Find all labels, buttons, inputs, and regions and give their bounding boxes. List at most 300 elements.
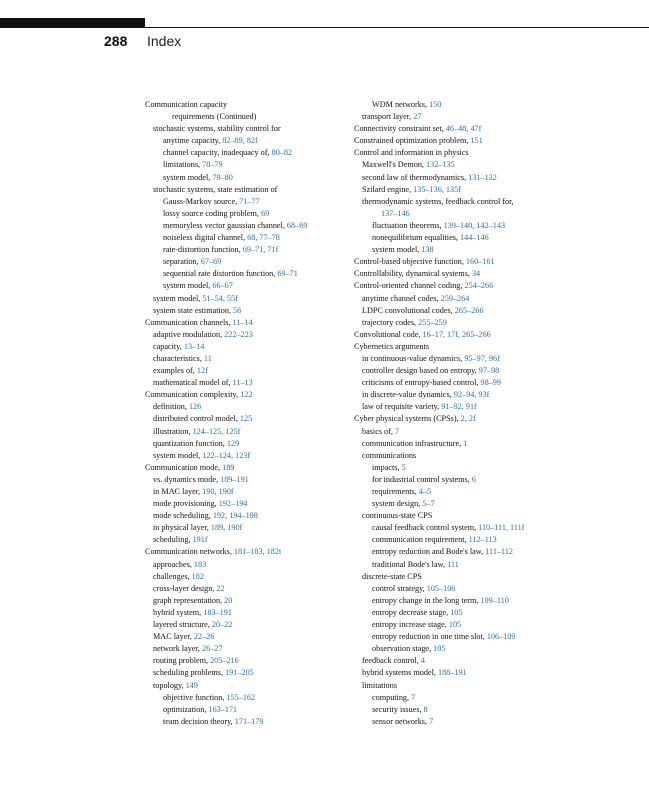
index-term: Control-based objective function, bbox=[354, 257, 466, 267]
page-reference-link[interactable]: 12f bbox=[196, 366, 208, 376]
index-entry bbox=[354, 474, 584, 486]
index-term: system model, bbox=[153, 450, 203, 460]
index-entry bbox=[354, 280, 584, 292]
index-entry bbox=[354, 111, 584, 123]
page-reference-link[interactable]: 97–98 bbox=[478, 366, 500, 376]
index-term: Control-oriented channel coding, bbox=[354, 281, 465, 291]
index-term: scheduling problems, bbox=[153, 668, 226, 678]
index-term: quantization function, bbox=[153, 438, 227, 448]
page-reference-link[interactable]: 7 bbox=[411, 692, 416, 702]
index-entry bbox=[354, 583, 584, 595]
page-reference-link[interactable]: 112–113 bbox=[468, 535, 497, 545]
index-term: trajectory codes, bbox=[362, 317, 419, 327]
index-term: hybrid systems model, bbox=[362, 668, 438, 678]
index-term: observation stage, bbox=[372, 644, 434, 654]
index-entry bbox=[145, 680, 355, 692]
index-entry bbox=[145, 486, 355, 498]
index-term: feedback control, bbox=[362, 656, 421, 666]
page-reference-link[interactable]: 155–162 bbox=[226, 692, 256, 702]
index-entry bbox=[354, 172, 584, 184]
index-entry bbox=[354, 534, 584, 546]
index-term: Connectivity constraint set, bbox=[354, 124, 446, 134]
index-entry bbox=[145, 559, 355, 571]
page-reference-link[interactable]: 71–77 bbox=[239, 196, 260, 206]
index-entry bbox=[145, 99, 355, 111]
index-term: entropy decrease stage, bbox=[372, 607, 451, 617]
index-term: objective function, bbox=[163, 692, 227, 702]
index-column-right bbox=[354, 99, 584, 728]
page-reference-link[interactable]: 5–7 bbox=[422, 499, 435, 509]
index-term: Communication networks, bbox=[145, 547, 234, 557]
page-reference-link[interactable]: 27 bbox=[413, 112, 422, 122]
index-entry bbox=[354, 426, 584, 438]
index-term: law of requisite variety, bbox=[362, 402, 442, 412]
index-term: capacity, bbox=[153, 341, 184, 351]
index-term: Communication capacity bbox=[145, 100, 228, 109]
page-reference-link[interactable]: 68–69 bbox=[286, 220, 308, 230]
running-head: Index bbox=[147, 33, 182, 49]
page-reference-link[interactable]: 6 bbox=[471, 474, 476, 484]
index-entry bbox=[354, 486, 584, 498]
index-entry bbox=[145, 474, 355, 486]
page-reference-link[interactable]: 131–132 bbox=[468, 172, 497, 182]
page-reference-link[interactable]: 105 bbox=[433, 644, 446, 654]
index-entry bbox=[354, 510, 584, 522]
index-entry bbox=[145, 147, 355, 159]
page-reference-link[interactable]: 171–179 bbox=[234, 716, 264, 726]
index-entry bbox=[354, 341, 584, 353]
page-reference-link[interactable]: 259–264 bbox=[440, 293, 470, 303]
index-term: adaptive modulation, bbox=[153, 329, 225, 339]
page-reference-link[interactable]: 182 bbox=[191, 571, 204, 581]
index-entry bbox=[354, 365, 584, 377]
index-entry bbox=[354, 571, 584, 583]
index-entry bbox=[145, 607, 355, 619]
index-entry bbox=[354, 462, 584, 474]
page-reference-link[interactable]: 2, 2f bbox=[460, 414, 476, 424]
index-term: communication requirement, bbox=[372, 535, 469, 545]
page-reference-link[interactable]: 69–71 bbox=[277, 269, 298, 279]
index-entry bbox=[145, 111, 355, 123]
index-entry bbox=[145, 619, 355, 631]
index-term: stochastic systems, state estimation of bbox=[153, 184, 278, 194]
index-entry bbox=[354, 450, 584, 462]
index-term: Cybernetics arguments bbox=[354, 341, 430, 351]
index-term: impacts, bbox=[372, 462, 402, 472]
index-term: MAC layer, bbox=[153, 632, 194, 642]
page-number: 288 bbox=[104, 33, 128, 49]
index-term: Convolutional code, bbox=[354, 329, 423, 339]
index-term: challenges, bbox=[153, 571, 192, 581]
index-entry bbox=[354, 353, 584, 365]
index-term: entropy increase stage, bbox=[372, 620, 449, 630]
index-entry bbox=[354, 522, 584, 534]
page-reference-link[interactable]: 190, 190f bbox=[202, 487, 234, 496]
index-entry bbox=[354, 377, 584, 389]
header-bar bbox=[0, 18, 145, 28]
index-term: Communication channels, bbox=[145, 317, 233, 327]
index-entry bbox=[145, 341, 355, 353]
index-entry bbox=[354, 232, 584, 244]
index-term: for industrial control systems, bbox=[372, 474, 472, 484]
page-reference-link[interactable]: 106–109 bbox=[486, 632, 516, 642]
index-entry bbox=[145, 534, 355, 546]
index-column-left bbox=[145, 99, 355, 728]
page-reference-link[interactable]: 265–266 bbox=[454, 305, 484, 315]
page-reference-link[interactable]: 125 bbox=[239, 414, 253, 424]
index-term: security issues, bbox=[372, 704, 424, 714]
index-entry bbox=[354, 438, 584, 450]
index-entry bbox=[145, 655, 355, 667]
index-term: illustration, bbox=[153, 426, 193, 436]
index-term: sequential rate distortion function, bbox=[163, 269, 278, 279]
index-entry bbox=[145, 377, 355, 389]
page-reference-link[interactable]: 68, 77–78 bbox=[247, 233, 280, 243]
index-term: requirements (Continued) bbox=[172, 112, 257, 122]
page-reference-link[interactable]: 8 bbox=[423, 704, 428, 714]
page-reference-link[interactable]: 189, 190f bbox=[210, 523, 243, 533]
index-term: in continuous-value dynamics, bbox=[362, 353, 465, 363]
index-term: traditional Bode's law, bbox=[372, 559, 448, 569]
index-term: limitations, bbox=[163, 160, 203, 170]
page-reference-link[interactable]: 69 bbox=[261, 208, 270, 218]
index-term: causal feedback control system, bbox=[372, 523, 479, 533]
index-term: graph representation, bbox=[153, 595, 225, 605]
index-entry bbox=[145, 716, 355, 728]
index-term: characteristics, bbox=[153, 353, 204, 363]
index-entry bbox=[354, 595, 584, 607]
index-entry bbox=[354, 643, 584, 655]
index-term: network layer, bbox=[153, 644, 203, 654]
page-reference-link[interactable]: 163–171 bbox=[208, 704, 238, 714]
index-term: WDM networks, bbox=[372, 100, 430, 109]
index-term: team decision theory, bbox=[163, 716, 235, 726]
page-reference-link[interactable]: 16–17, 17f, 265–266 bbox=[422, 329, 491, 339]
index-term: discrete-state CPS bbox=[362, 571, 422, 581]
index-term: Control and information in physics bbox=[354, 148, 469, 158]
index-term: mode provisioning, bbox=[153, 499, 219, 509]
page-reference-link[interactable]: 82–89, 82f bbox=[222, 136, 258, 146]
index-term: Communication mode, bbox=[145, 462, 223, 472]
index-entry bbox=[354, 716, 584, 728]
index-term: memoryless vector gaussian channel, bbox=[163, 220, 287, 230]
index-term: mode scheduling, bbox=[153, 511, 213, 521]
page-reference-link[interactable]: 160–161 bbox=[465, 257, 495, 267]
index-term: computing, bbox=[372, 692, 412, 702]
index-term: topology, bbox=[153, 680, 186, 690]
page-reference-link[interactable]: 132–135 bbox=[426, 160, 455, 170]
index-entry bbox=[145, 135, 355, 147]
index-entry bbox=[145, 692, 355, 704]
index-entry bbox=[145, 583, 355, 595]
index-entry bbox=[145, 643, 355, 655]
index-entry bbox=[354, 329, 584, 341]
index-term: Szilard engine, bbox=[362, 184, 414, 194]
page-reference-link[interactable]: 1 bbox=[463, 438, 468, 448]
index-term: fluctuation theorems, bbox=[372, 220, 444, 230]
page-reference-link[interactable]: 91–92, 91f bbox=[441, 402, 477, 412]
index-term: hybrid system, bbox=[153, 607, 204, 617]
index-entry bbox=[145, 184, 355, 196]
index-entry bbox=[145, 438, 355, 450]
page-reference-link[interactable]: 150 bbox=[429, 100, 442, 109]
index-entry bbox=[354, 123, 584, 135]
page-reference-link[interactable]: 13–14 bbox=[183, 341, 205, 351]
page-reference-link[interactable]: 26–27 bbox=[202, 644, 223, 654]
page-reference-link[interactable]: 189–191 bbox=[220, 474, 249, 484]
page-reference-link[interactable]: 144–146 bbox=[460, 233, 489, 243]
page-reference-link[interactable]: 80–82 bbox=[271, 148, 293, 158]
page-reference-link[interactable]: 105 bbox=[450, 607, 463, 617]
index-term: anytime channel codes, bbox=[362, 293, 441, 303]
index-term: vs. dynamics mode, bbox=[153, 474, 221, 484]
page-reference-link[interactable]: 11 bbox=[203, 353, 212, 363]
index-term: cross-layer design, bbox=[153, 583, 217, 593]
index-entry bbox=[354, 667, 584, 679]
index-term: definition, bbox=[153, 402, 189, 412]
index-term: in discrete-value dynamics, bbox=[362, 390, 454, 400]
page-reference-link[interactable]: 126 bbox=[188, 402, 202, 412]
index-entry bbox=[354, 401, 584, 413]
index-entry bbox=[145, 667, 355, 679]
index-entry bbox=[354, 268, 584, 280]
index-term: Constrained optimization problem, bbox=[354, 136, 471, 146]
index-term: controller design based on entropy, bbox=[362, 366, 479, 376]
page-reference-link[interactable]: 191f bbox=[192, 535, 208, 545]
index-term: system model, bbox=[163, 281, 213, 291]
index-term: layered structure, bbox=[153, 620, 212, 630]
page-reference-link[interactable]: 192–194 bbox=[218, 499, 248, 509]
index-term: LDPC convolutional codes, bbox=[362, 305, 455, 315]
index-entry bbox=[354, 631, 584, 643]
page-reference-link[interactable]: 109–110 bbox=[480, 595, 509, 605]
page-reference-link[interactable]: 4 bbox=[420, 656, 425, 666]
page-reference-link[interactable]: 138 bbox=[421, 245, 434, 255]
index-term: system model, bbox=[163, 172, 213, 182]
index-entry bbox=[145, 365, 355, 377]
page-reference-link[interactable]: 34 bbox=[471, 269, 481, 279]
page-reference-link[interactable]: 20 bbox=[224, 595, 233, 605]
page-reference-link[interactable]: 51–54, 55f bbox=[202, 293, 238, 303]
page-reference-link[interactable]: 124–125, 125f bbox=[192, 426, 241, 436]
page-reference-link[interactable]: 181–183, 182t bbox=[233, 547, 282, 557]
index-entry bbox=[145, 522, 355, 534]
page-reference-link[interactable]: 137–146 bbox=[381, 208, 410, 218]
index-entry bbox=[145, 280, 355, 292]
page-reference-link[interactable]: 111 bbox=[447, 559, 459, 569]
index-term: stochastic systems, stability control for bbox=[153, 124, 281, 134]
page-reference-link[interactable]: 105–106 bbox=[426, 583, 456, 593]
page-reference-link[interactable]: 110–111, 111f bbox=[478, 523, 525, 533]
page-reference-link[interactable]: 22–26 bbox=[193, 632, 215, 642]
page-reference-link[interactable]: 69–71, 71f bbox=[242, 245, 279, 255]
index-entry bbox=[354, 655, 584, 667]
page-reference-link[interactable]: 98–99 bbox=[480, 378, 501, 388]
page-reference-link[interactable]: 205–216 bbox=[210, 656, 239, 666]
page-reference-link[interactable]: 22 bbox=[216, 583, 225, 593]
page-reference-link[interactable]: 189 bbox=[222, 462, 235, 472]
index-entry bbox=[145, 256, 355, 268]
index-entry bbox=[145, 450, 355, 462]
page-reference-link[interactable]: 7 bbox=[394, 426, 400, 436]
page-reference-link[interactable]: 111–112 bbox=[485, 547, 514, 557]
index-term: scheduling, bbox=[153, 535, 193, 545]
index-entry bbox=[145, 305, 355, 317]
index-term: approaches, bbox=[153, 559, 194, 569]
index-term: anytime capacity, bbox=[163, 136, 223, 146]
index-entry bbox=[145, 293, 355, 305]
index-entry bbox=[145, 232, 355, 244]
index-entry bbox=[354, 413, 584, 425]
index-entry bbox=[145, 462, 355, 474]
index-term: optimization, bbox=[163, 704, 209, 714]
page-reference-link[interactable]: 129 bbox=[226, 438, 240, 448]
index-term: mathematical model of, bbox=[153, 378, 233, 388]
index-entry bbox=[145, 631, 355, 643]
index-entry bbox=[145, 208, 355, 220]
index-term: system model, bbox=[153, 293, 203, 303]
index-entry bbox=[145, 317, 355, 329]
index-term: nonequilibrium equalities, bbox=[372, 233, 460, 243]
index-entry bbox=[145, 510, 355, 522]
page-reference-link[interactable]: 188–191 bbox=[437, 668, 467, 678]
index-term: requirements, bbox=[372, 487, 419, 496]
page-reference-link[interactable]: 105 bbox=[448, 620, 462, 630]
index-entry bbox=[354, 147, 584, 159]
index-entry bbox=[145, 426, 355, 438]
index-term: routing problem, bbox=[153, 656, 211, 666]
page-reference-link[interactable]: 11–14 bbox=[232, 317, 253, 327]
index-entry bbox=[354, 559, 584, 571]
index-term: system state estimation, bbox=[153, 305, 234, 315]
index-term: basics of, bbox=[362, 426, 395, 436]
index-entry bbox=[145, 268, 355, 280]
page-reference-link[interactable]: 95–97, 96f bbox=[464, 353, 500, 363]
index-entry bbox=[354, 293, 584, 305]
page-reference-link[interactable]: 5 bbox=[401, 462, 406, 472]
page-reference-link[interactable]: 222–223 bbox=[224, 329, 253, 339]
page-reference-link[interactable]: 4–5 bbox=[418, 487, 432, 496]
index-term: channel capacity, inadequacy of, bbox=[163, 148, 272, 158]
index-term: criticisms of entropy-based control, bbox=[362, 378, 481, 388]
index-term: thermodynamic systems, feedback control for, bbox=[362, 196, 514, 206]
index-entry bbox=[354, 692, 584, 704]
index-term: Cyber physical systems (CPSs), bbox=[354, 414, 461, 424]
index-entry bbox=[354, 546, 584, 558]
index-term: control strategy, bbox=[372, 583, 427, 593]
index-term: Gauss-Markov source, bbox=[163, 196, 240, 206]
index-entry bbox=[145, 704, 355, 716]
header-rule bbox=[145, 27, 649, 28]
index-term: sensor networks, bbox=[372, 716, 430, 726]
page-reference-link[interactable]: 7 bbox=[429, 716, 434, 726]
page-reference-link[interactable]: 191–205 bbox=[225, 668, 254, 678]
page-reference-link[interactable]: 183 bbox=[193, 559, 207, 569]
index-term: in MAC layer, bbox=[153, 487, 203, 496]
page-reference-link[interactable]: 78–79 bbox=[202, 160, 223, 170]
page-reference-link[interactable]: 79–80 bbox=[212, 172, 233, 182]
page-reference-link[interactable]: 67–69 bbox=[200, 257, 222, 267]
index-entry bbox=[354, 389, 584, 401]
index-term: separation, bbox=[163, 257, 201, 267]
index-term: in physical layer, bbox=[153, 523, 211, 533]
index-entry bbox=[145, 546, 355, 558]
page-reference-link[interactable]: 254–266 bbox=[464, 281, 494, 291]
index-entry bbox=[354, 680, 584, 692]
page-reference-link[interactable]: 255–259 bbox=[418, 317, 447, 327]
page-reference-link[interactable]: 20–22 bbox=[211, 620, 233, 630]
index-term: Communication complexity, bbox=[145, 390, 241, 400]
index-term: distributed control model, bbox=[153, 414, 240, 424]
page-reference-link[interactable]: 46–48, 47f bbox=[445, 124, 482, 134]
index-term: Maxwell's Demon, bbox=[362, 160, 427, 170]
index-entry bbox=[145, 595, 355, 607]
index-term: entropy reduction and Bode's law, bbox=[372, 547, 486, 557]
index-term: continuous-state CPS bbox=[362, 511, 433, 521]
index-term: system design, bbox=[372, 499, 423, 509]
index-entry bbox=[145, 196, 355, 208]
page-reference-link[interactable]: 92–94, 93f bbox=[453, 390, 490, 400]
index-entry bbox=[354, 305, 584, 317]
index-entry bbox=[145, 159, 355, 171]
index-entry bbox=[145, 401, 355, 413]
index-entry bbox=[354, 317, 584, 329]
index-entry bbox=[354, 619, 584, 631]
index-entry bbox=[145, 123, 355, 135]
page-reference-link[interactable]: 122–124, 123f bbox=[202, 450, 251, 460]
page-reference-link[interactable]: 192, 194–198 bbox=[212, 511, 258, 521]
index-entry bbox=[145, 329, 355, 341]
index-entry bbox=[354, 159, 584, 171]
index-term: entropy reduction in one time slot, bbox=[372, 632, 487, 642]
index-term: communications bbox=[362, 450, 417, 460]
page-reference-link[interactable]: 122 bbox=[240, 390, 253, 400]
page-reference-link[interactable]: 149 bbox=[185, 680, 198, 690]
index-entry bbox=[145, 571, 355, 583]
index-entry bbox=[354, 184, 584, 196]
page-reference-link[interactable]: 11–13 bbox=[232, 378, 253, 388]
index-entry bbox=[145, 220, 355, 232]
index-entry bbox=[145, 389, 355, 401]
page-reference-link[interactable]: 139–140, 142–143 bbox=[443, 220, 506, 230]
index-entry bbox=[354, 208, 584, 220]
index-term: transport layer, bbox=[362, 112, 414, 122]
index-entry bbox=[145, 498, 355, 510]
index-term: rate-distortion function, bbox=[163, 245, 243, 255]
index-entry bbox=[354, 607, 584, 619]
index-term: examples of, bbox=[153, 366, 197, 376]
index-entry bbox=[145, 353, 355, 365]
index-term: communication infrastructure, bbox=[362, 438, 464, 448]
index-entry bbox=[145, 172, 355, 184]
index-entry bbox=[354, 135, 584, 147]
page-reference-link[interactable]: 135–136, 135f bbox=[413, 184, 461, 194]
page-reference-link[interactable]: 183–191 bbox=[203, 607, 232, 617]
page-reference-link[interactable]: 66–67 bbox=[212, 281, 233, 291]
index-term: limitations bbox=[362, 680, 398, 690]
index-entry bbox=[354, 256, 584, 268]
page-reference-link[interactable]: 56 bbox=[233, 305, 242, 315]
page-reference-link[interactable]: 151 bbox=[470, 136, 483, 146]
index-entry bbox=[354, 244, 584, 256]
index-entry bbox=[354, 498, 584, 510]
index-term: lossy source coding problem, bbox=[163, 208, 262, 218]
index-term: second law of thermodynamics, bbox=[362, 172, 469, 182]
index-entry bbox=[354, 704, 584, 716]
index-entry bbox=[354, 196, 584, 208]
index-entry bbox=[354, 220, 584, 232]
index-term: noiseless digital channel, bbox=[163, 233, 248, 243]
